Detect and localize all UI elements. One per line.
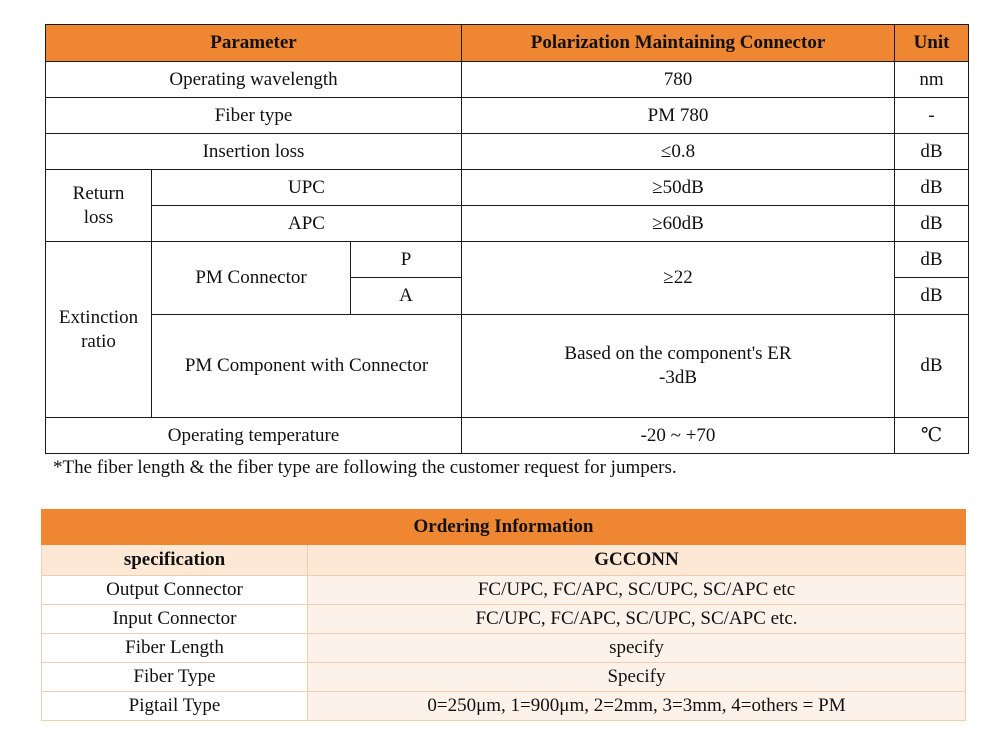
label-apc: APC [152,206,462,242]
value-apc: ≥60dB [462,206,895,242]
ordering-table [41,509,966,721]
unit-operating-wavelength: nm [895,62,969,98]
unit-pm-component: dB [895,315,969,418]
pm-component-value-line2: -3dB [659,367,698,388]
row-insertion-loss [46,134,969,170]
ordering-label: Output Connector [42,576,308,605]
label-return-loss [46,170,152,242]
value-fiber-type: PM 780 [462,98,895,134]
unit-operating-temperature: ℃ [895,418,969,454]
unit-upc: dB [895,170,969,206]
label-p: P [351,242,462,278]
row-extinction-p [46,242,969,278]
extinction-line1: Extinction [58,306,139,328]
extinction-line2: ratio [81,330,116,352]
row-return-loss-upc [46,170,969,206]
header-connector: Polarization Maintaining Connector [462,25,895,62]
ordering-row [42,576,966,605]
return-loss-line2: loss [83,206,114,228]
value-pm-connector: ≥22 [462,242,895,315]
ordering-value: FC/UPC, FC/APC, SC/UPC, SC/APC etc [308,576,966,605]
row-fiber-type [46,98,969,134]
value-insertion-loss: ≤0.8 [462,134,895,170]
spec-table [45,24,969,454]
row-pm-component [46,315,969,418]
label-operating-wavelength: Operating wavelength [46,62,462,98]
ordering-row [42,663,966,692]
ordering-title-row [42,510,966,545]
ordering-value: 0=250μm, 1=900μm, 2=2mm, 3=3mm, 4=others = PM [308,692,966,721]
value-pm-component [462,315,895,418]
unit-p: dB [895,242,969,278]
ordering-label: Input Connector [42,605,308,634]
spec-header-row [46,25,969,62]
value-operating-wavelength: 780 [462,62,895,98]
label-operating-temperature: Operating temperature [46,418,462,454]
ordering-row [42,692,966,721]
ordering-row [42,634,966,663]
unit-a: dB [895,278,969,315]
ordering-header-value: GCCONN [308,545,966,576]
row-operating-temperature [46,418,969,454]
return-loss-line1: Return [72,182,125,204]
ordering-label: Pigtail Type [42,692,308,721]
ordering-header-spec: specification [42,545,308,576]
label-pm-component: PM Component with Connector [152,315,462,418]
row-operating-wavelength [46,62,969,98]
unit-insertion-loss: dB [895,134,969,170]
ordering-value: Specify [308,663,966,692]
row-return-loss-apc [46,206,969,242]
ordering-label: Fiber Type [42,663,308,692]
pm-component-value-line1: Based on the component's ER [564,343,792,364]
label-a: A [351,278,462,315]
label-fiber-type: Fiber type [46,98,462,134]
header-unit: Unit [895,25,969,62]
label-upc: UPC [152,170,462,206]
ordering-value: specify [308,634,966,663]
value-operating-temperature: -20 ~ +70 [462,418,895,454]
label-insertion-loss: Insertion loss [46,134,462,170]
header-parameter: Parameter [46,25,462,62]
ordering-row [42,605,966,634]
footnote: *The fiber length & the fiber type are following the customer request for jumpers. [53,457,677,478]
label-extinction-ratio [46,242,152,418]
ordering-title: Ordering Information [42,510,966,545]
ordering-value: FC/UPC, FC/APC, SC/UPC, SC/APC etc. [308,605,966,634]
ordering-header-row [42,545,966,576]
ordering-label: Fiber Length [42,634,308,663]
unit-apc: dB [895,206,969,242]
value-upc: ≥50dB [462,170,895,206]
unit-fiber-type: - [895,98,969,134]
label-pm-connector: PM Connector [152,242,351,315]
